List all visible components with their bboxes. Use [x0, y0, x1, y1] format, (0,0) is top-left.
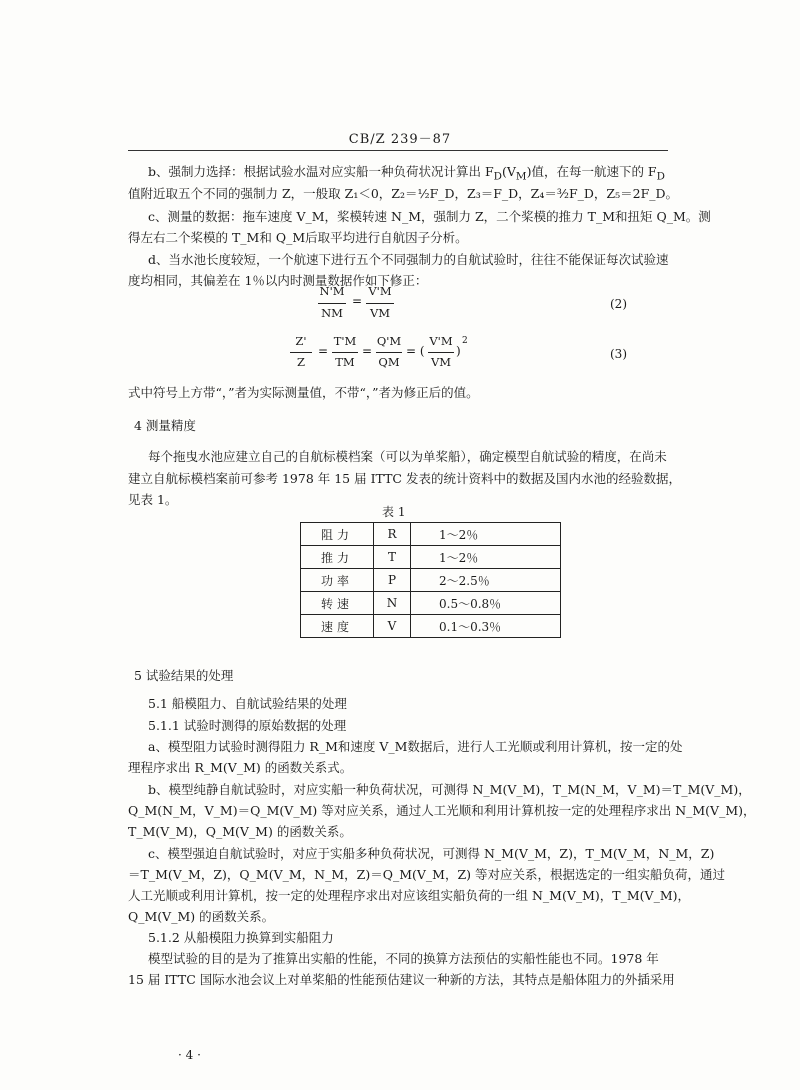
- table-row: [301, 523, 561, 546]
- table-cell-sym: V: [374, 615, 411, 638]
- eq3-t-numerator: T'M: [333, 334, 357, 348]
- eq3-z-denominator: Z: [297, 355, 305, 369]
- fraction-bar: [332, 352, 358, 353]
- eq2-rhs-denominator: VM: [369, 306, 391, 320]
- table-body: [301, 523, 561, 638]
- eq3-z-numerator: Z': [295, 334, 307, 348]
- table-cell-val: 1～2％: [411, 523, 561, 546]
- eq3-q-numerator: Q'M: [376, 334, 402, 348]
- table-cell-name: 阻力: [301, 523, 374, 546]
- equals-sign: =: [352, 294, 363, 308]
- section-4-line1: 每个拖曳水池应建立自己的自航标模档案（可以为单桨船），确定模型自航试验的精度，在尚未: [148, 449, 667, 464]
- table-row: [301, 546, 561, 569]
- table-cell-sym: T: [374, 546, 411, 569]
- table-row: [301, 615, 561, 638]
- fraction-bar: [366, 303, 394, 304]
- table-cell-val: 2～2.5％: [411, 569, 561, 592]
- para-b-text: b、强制力选择：根据试验水温对应实船一种负荷状况计算出 F: [148, 164, 494, 179]
- para-b-text: )值，在每一航速下的 F: [526, 164, 657, 179]
- header-rule: [128, 150, 668, 151]
- para-5b-line3: T_M(V_M)，Q_M(V_M) 的函数关系。: [128, 824, 352, 839]
- para-d-line1: d、当水池长度较短，一个航速下进行五个不同强制力的自航试验时，往往不能保证每次试验速: [148, 252, 669, 267]
- subsection-5-1-1: 5.1.1 试验时测得的原始数据的处理: [148, 718, 347, 733]
- eq3-v-numerator: V'M: [429, 334, 453, 348]
- para-5c-line1: c、模型强迫自航试验时，对应于实船多种负荷状况，可测得 N_M(V_M，Z)，T_M(V_M，N_M，Z): [148, 846, 715, 861]
- section-4-line2: 建立自航标模档案前可参考 1978 年 15 届 ITTC 发表的统计资料中的数据及国内水池的经验数据，: [128, 471, 681, 486]
- eq2-lhs-numerator: N'M: [319, 284, 345, 298]
- table-cell-sym: N: [374, 592, 411, 615]
- eq3-q-denominator: QM: [378, 355, 400, 369]
- equation-number: (3): [610, 347, 627, 361]
- subscript: M: [515, 170, 527, 183]
- fraction-bar: [428, 352, 454, 353]
- eq3-t-denominator: TM: [335, 355, 355, 369]
- para-b-text: (V: [502, 164, 516, 179]
- equals-sign: =: [318, 344, 329, 358]
- section-5-title: 5 试验结果的处理: [134, 668, 234, 683]
- equals-sign: =: [362, 344, 373, 358]
- table-row: [301, 569, 561, 592]
- page-number: · 4 ·: [178, 1048, 201, 1062]
- para-5c-line2: ＝T_M(V_M，Z)，Q_M(V_M，N_M，Z)＝Q_M(V_M，Z) 等对应关系，根据选定的一组实船负荷，通过: [128, 867, 725, 882]
- document-header: CB/Z 239－87: [348, 132, 452, 147]
- para-512-line1: 模型试验的目的是为了推算出实船的性能，不同的换算方法预估的实船性能也不同。1978 年: [148, 951, 659, 966]
- subscript: D: [656, 170, 665, 183]
- subscript: D: [493, 170, 502, 183]
- table-cell-sym: R: [374, 523, 411, 546]
- fraction-bar: [376, 352, 402, 353]
- table-cell-name: 推力: [301, 546, 374, 569]
- subsection-5-1: 5.1 船模阻力、自航试验结果的处理: [148, 696, 347, 711]
- para-5c-line4: Q_M(V_M) 的函数关系。: [128, 909, 275, 924]
- para-5a-line1: a、模型阻力试验时测得阻力 R_M和速度 V_M数据后，进行人工光顺或利用计算机，按一定的处: [148, 739, 683, 754]
- fraction-bar: [318, 303, 346, 304]
- close-paren: ): [456, 344, 461, 358]
- para-5b-line2: Q_M(N_M，V_M)＝Q_M(V_M) 等对应关系，通过人工光顺和利用计算机按一定的处理程序求出 N_M(V_M)，: [128, 803, 756, 818]
- table-cell-val: 0.1～0.3％: [411, 615, 561, 638]
- equals-sign: = (: [406, 344, 425, 358]
- section-4-title: 4 测量精度: [134, 418, 196, 433]
- eq2-rhs-numerator: V'M: [368, 284, 392, 298]
- para-b-line1: [148, 162, 665, 187]
- table-cell-name: 功率: [301, 569, 374, 592]
- table-caption: 表 1: [382, 505, 406, 519]
- symbol-note: 式中符号上方带“，”者为实际测量值，不带“，”者为修正后的值。: [128, 385, 479, 400]
- section-4-line3: 见表 1。: [128, 492, 178, 507]
- subsection-5-1-2: 5.1.2 从船模阻力换算到实船阻力: [148, 930, 334, 945]
- table-cell-name: 速度: [301, 615, 374, 638]
- precision-table: [300, 522, 561, 638]
- fraction-bar: [290, 352, 312, 353]
- table-cell-sym: P: [374, 569, 411, 592]
- equation-number: (2): [610, 297, 627, 311]
- para-5a-line2: 理程序求出 R_M(V_M) 的函数关系式。: [128, 760, 353, 775]
- para-c-line1: c、测量的数据：拖车速度 V_M，桨模转速 N_M，强制力 Z，二个桨模的推力 T_M和扭矩 Q_M。测: [148, 209, 711, 224]
- table-cell-val: 0.5～0.8％: [411, 592, 561, 615]
- para-b-line2: 值附近取五个不同的强制力 Z，一般取 Z₁＜0，Z₂＝½F_D，Z₃＝F_D，Z₄＝³⁄₂F_D，Z₅＝2F_D。: [128, 186, 679, 201]
- para-c-line2: 得左右二个桨模的 T_M和 Q_M后取平均进行自航因子分析。: [128, 230, 468, 245]
- para-5c-line3: 人工光顺或利用计算机，按一定的处理程序求出对应该组实船负荷的一组 N_M(V_M)，T_M(V_M)，: [128, 888, 691, 903]
- table-row: [301, 592, 561, 615]
- para-512-line2: 15 届 ITTC 国际水池会议上对单桨船的性能预估建议一种新的方法，其特点是船体阻力的外插采用: [128, 972, 675, 987]
- table-cell-name: 转速: [301, 592, 374, 615]
- exponent: 2: [462, 336, 468, 346]
- table-cell-val: 1～2％: [411, 546, 561, 569]
- para-d-line2: 度均相同，其偏差在 1％以内时测量数据作如下修正：: [128, 273, 428, 288]
- para-5b-line1: b、模型纯静自航试验时，对应实船一种负荷状况，可测得 N_M(V_M)，T_M(N_M，V_M)＝T_M(V_M)，: [148, 782, 751, 797]
- eq2-lhs-denominator: NM: [321, 306, 343, 320]
- eq3-v-denominator: VM: [430, 355, 452, 369]
